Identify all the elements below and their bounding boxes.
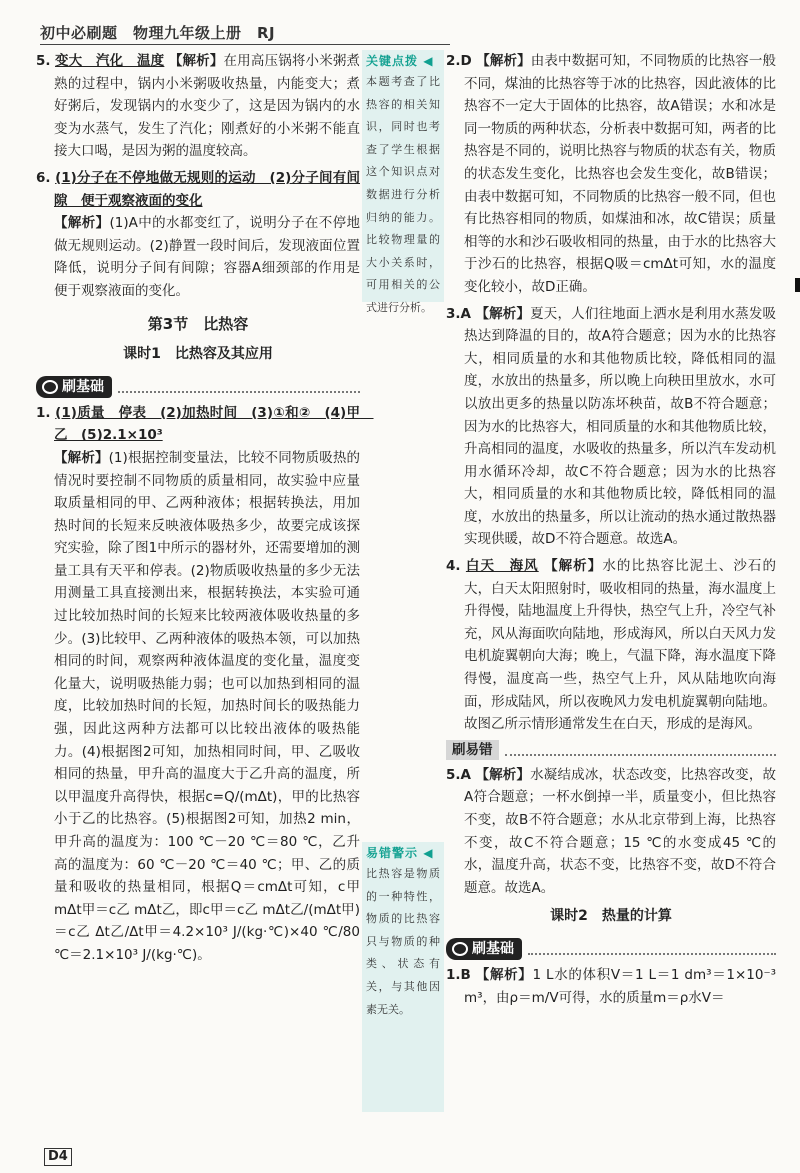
running-header: 初中必刷题 物理九年级上册 RJ xyxy=(40,24,276,42)
answer-item-1 xyxy=(36,402,374,967)
answer-letter: D xyxy=(460,53,472,69)
left-column xyxy=(36,50,374,971)
common-error-text: 比热容是物质的一种特性，物质的比热容只与物质的种类、状态有关，与其他因素无关。 xyxy=(366,867,440,1016)
badge-row-basic-2 xyxy=(446,938,776,960)
analysis-text: 水的比热容比泥土、沙石的大，白天太阳照射时，吸收相同的热量，海水温度上升得慢，陆地温度上升得快，热空气上升，冷空气补充，风从海面吹向陆地，形成海风，所以白天风力发电机旋翼朝向大海；晚上，气温下降，海水温度下降得慢，温度高一些，热空气上升，风从陆地吹向海面，形成陆风，所以夜晚风力发电机旋翼朝向陆地。故图乙所示情形通常发生在白天，形成的是海风。 xyxy=(464,558,776,733)
dotted-rule xyxy=(505,744,777,756)
dotted-rule xyxy=(528,943,776,955)
item-number: 5. xyxy=(446,766,461,783)
analysis-tag: 【解析】 xyxy=(475,966,533,983)
answer-text: (1)分子在不停地做无规则的运动 (2)分子间有间隙 便于观察液面的变化 xyxy=(54,169,360,209)
answer-text: (1)质量 停表 (2)加热时间 (3)①和② (4)甲 乙 (5)2.1×10³ xyxy=(54,404,374,444)
badge-row-easy-mistake xyxy=(446,740,776,760)
right-column xyxy=(446,50,776,1013)
answer-item-3 xyxy=(446,303,776,552)
answer-item-5 xyxy=(36,50,360,163)
key-point-title xyxy=(366,52,444,69)
answer-item-2 xyxy=(446,50,776,299)
key-point-title-text: 关键点拨 xyxy=(366,54,419,68)
brush-icon xyxy=(42,380,58,394)
answer-letter: B xyxy=(460,966,471,983)
answer-item-1-right xyxy=(446,964,776,1009)
key-point-text: 本题考查了比热容的相关知识，同时也考查了学生根据这个知识点对数据进行分析归纳的能力。比较物理量的大小关系时，可用相关的公式进行分析。 xyxy=(366,75,440,314)
analysis-text: 水凝结成冰，状态改变，比热容改变，故A符合题意；一杯水倒掉一半，质量变小，但比热容不变，故B不符合题意；水从北京带到上海，比热容不变，故C不符合题意；15 ℃的水变成45 ℃的水，温度升高，状态不变，比热容不变，故D不符合题意。故选A。 xyxy=(464,766,777,896)
item-number: 1. xyxy=(36,404,51,421)
item-number: 4. xyxy=(446,558,461,575)
answer-text: 变大 汽化 温度 xyxy=(55,53,165,69)
analysis-text: 在用高压锅将小米粥煮熟的过程中，锅内小米粥吸收热量，内能变大；煮好粥后，发现锅内的水变少了，这是因为锅内的水变为水蒸气，发生了汽化；刚煮好的小米粥不能直接大口喝，是因为粥的温度较高。 xyxy=(54,53,361,160)
analysis-tag: 【解析】 xyxy=(54,215,110,232)
analysis-tag: 【解析】 xyxy=(476,53,531,69)
common-error-title-text: 易错警示 xyxy=(366,846,419,860)
answer-text: 白天 海风 xyxy=(465,558,539,575)
common-error-box xyxy=(362,842,444,1112)
answer-letter: A xyxy=(460,305,471,322)
header-rule xyxy=(40,44,450,45)
lesson-title-2: 课时2 热量的计算 xyxy=(550,908,672,925)
item-number: 1. xyxy=(446,966,461,983)
analysis-tag: 【解析】 xyxy=(54,449,109,466)
answer-item-6 xyxy=(36,167,360,303)
analysis-text: 夏天，人们往地面上洒水是利用水蒸发吸热达到降温的目的，故A符合题意；因为水的比热容大，相同质量的水和其他物质比较，降低相同的温度，水放出的热量多，所以晚上向秧田里放水，水可以放出更多的热量以防冻坏秧苗，故B不符合题意；因为水的比热容大，相同质量的水和其他物质比较，升高相同的温度，水吸收的热量多，所以汽车发动机用水循环冷却，故C不符合题意；因为水的比热容大，相同质量的水和其他物质比较，降低相同的温度，水放出的热量多，所以让流动的热水通过散热器实现供暖，故D不符合题意。故选A。 xyxy=(464,305,777,548)
lesson-title: 课时1 比热容及其应用 xyxy=(123,346,273,363)
analysis-text: (1)根据控制变量法，比较不同物质吸热的情况时要控制不同物质的质量相同，故实验中应量取质量相同的甲、乙两种液体；根据转换法，用加热时间的长短来反映液体吸热多少，故要完成该探究实验，除了图1中所示的器材外，还需要增加的测量工具有天平和停表。(2)物质吸收热量的多少无法用测量工具直接测出来，根据转换法，本实验可通过比较加热时间的长短来比较两液体吸收热量的多少。(3)比较甲、乙两种液体的吸热本领，可以加热相同的时间，观察两种液体温度的变化量，温度变化量大，说明吸热能力弱；也可以加热到相同的温度，比较加热时间的长短，加热时间长的吸热能力强，因此这两种方法都可以比较出液体的吸热能力。(4)根据图2可知，加热相同时间，甲、乙吸收相同的热量，甲升高的温度大于乙升高的温度，所以甲温度升高得快，根据c=Q/(mΔt)，甲的比热容小于乙的比热容。(5)根据图2可知，加热2 min，甲升高的温度为：100 ℃－20 ℃＝80 ℃，乙升高的温度为：60 ℃－20 ℃＝40 ℃；甲、乙的质量和吸收的热量相同，根据Q＝cmΔt可知，c甲 mΔt甲＝c乙 mΔt乙，即c甲＝c乙 mΔt乙/(mΔt甲)＝c乙 Δt乙/Δt甲＝4.2×10³ J/(kg·℃)×40 ℃/80 ℃＝2.1×10³ J/(kg·℃)。 xyxy=(54,449,361,963)
badge-easy-mistake: 刷易错 xyxy=(446,740,499,760)
item-number: 5. xyxy=(36,53,51,69)
analysis-tag: 【解析】 xyxy=(475,766,531,783)
badge-basic xyxy=(36,376,112,398)
analysis-text: 1 L水的体积V＝1 L＝1 dm³＝1×10⁻³ m³，由ρ＝m/V可得，水的质量m＝ρ水V＝ xyxy=(464,966,777,1006)
analysis-tag: 【解析】 xyxy=(544,558,603,575)
arrow-icon: ◀ xyxy=(418,846,434,860)
brush-icon xyxy=(452,942,468,956)
page-edge-mark xyxy=(795,278,800,292)
page-number: D4 xyxy=(44,1148,72,1166)
badge-label: 刷基础 xyxy=(62,378,104,395)
section-title: 第3节 比热容 xyxy=(147,314,249,333)
analysis-tag: 【解析】 xyxy=(168,53,224,69)
item-number: 3. xyxy=(446,305,461,322)
item-number: 6. xyxy=(36,169,51,186)
answer-letter: A xyxy=(460,766,471,783)
analysis-tag: 【解析】 xyxy=(475,305,531,322)
badge-row-basic xyxy=(36,376,360,398)
analysis-text: (1)A中的水都变红了，说明分子在不停地做无规则运动。(2)静置一段时间后，发现液面位置降低，说明分子间有间隙；容器A细颈部的作用是便于观察液面的变化。 xyxy=(54,215,361,299)
dotted-rule xyxy=(118,381,360,393)
badge-basic-2 xyxy=(446,938,522,960)
answer-item-5-right xyxy=(446,764,776,900)
badge-label: 刷基础 xyxy=(472,940,514,957)
arrow-icon: ◀ xyxy=(418,54,434,68)
common-error-title xyxy=(366,844,444,861)
key-point-box xyxy=(362,50,444,314)
answer-item-4 xyxy=(446,555,776,736)
analysis-text: 由表中数据可知，不同物质的比热容一般不同，煤油的比热容等于冰的比热容，因此液体的比热容不一定大于固体的比热容，故A错误；水和冰是同一物质的两种状态，分析表中数据可知，两者的比热容是不同的，说明比热容与物质的状态有关，物质的状态发生变化，比热容也会发生变化，故B错误；由表中数据可知，不同物质的比热容一般不同，但也有比热容相同的物质，如煤油和冰，故C错误；质量相等的水和沙石吸收相同的热量，由于水的比热容大于沙石的比热容，根据Q吸＝cmΔt可知，水的温度变化较小，故D正确。 xyxy=(464,53,777,295)
item-number: 2. xyxy=(446,53,461,69)
